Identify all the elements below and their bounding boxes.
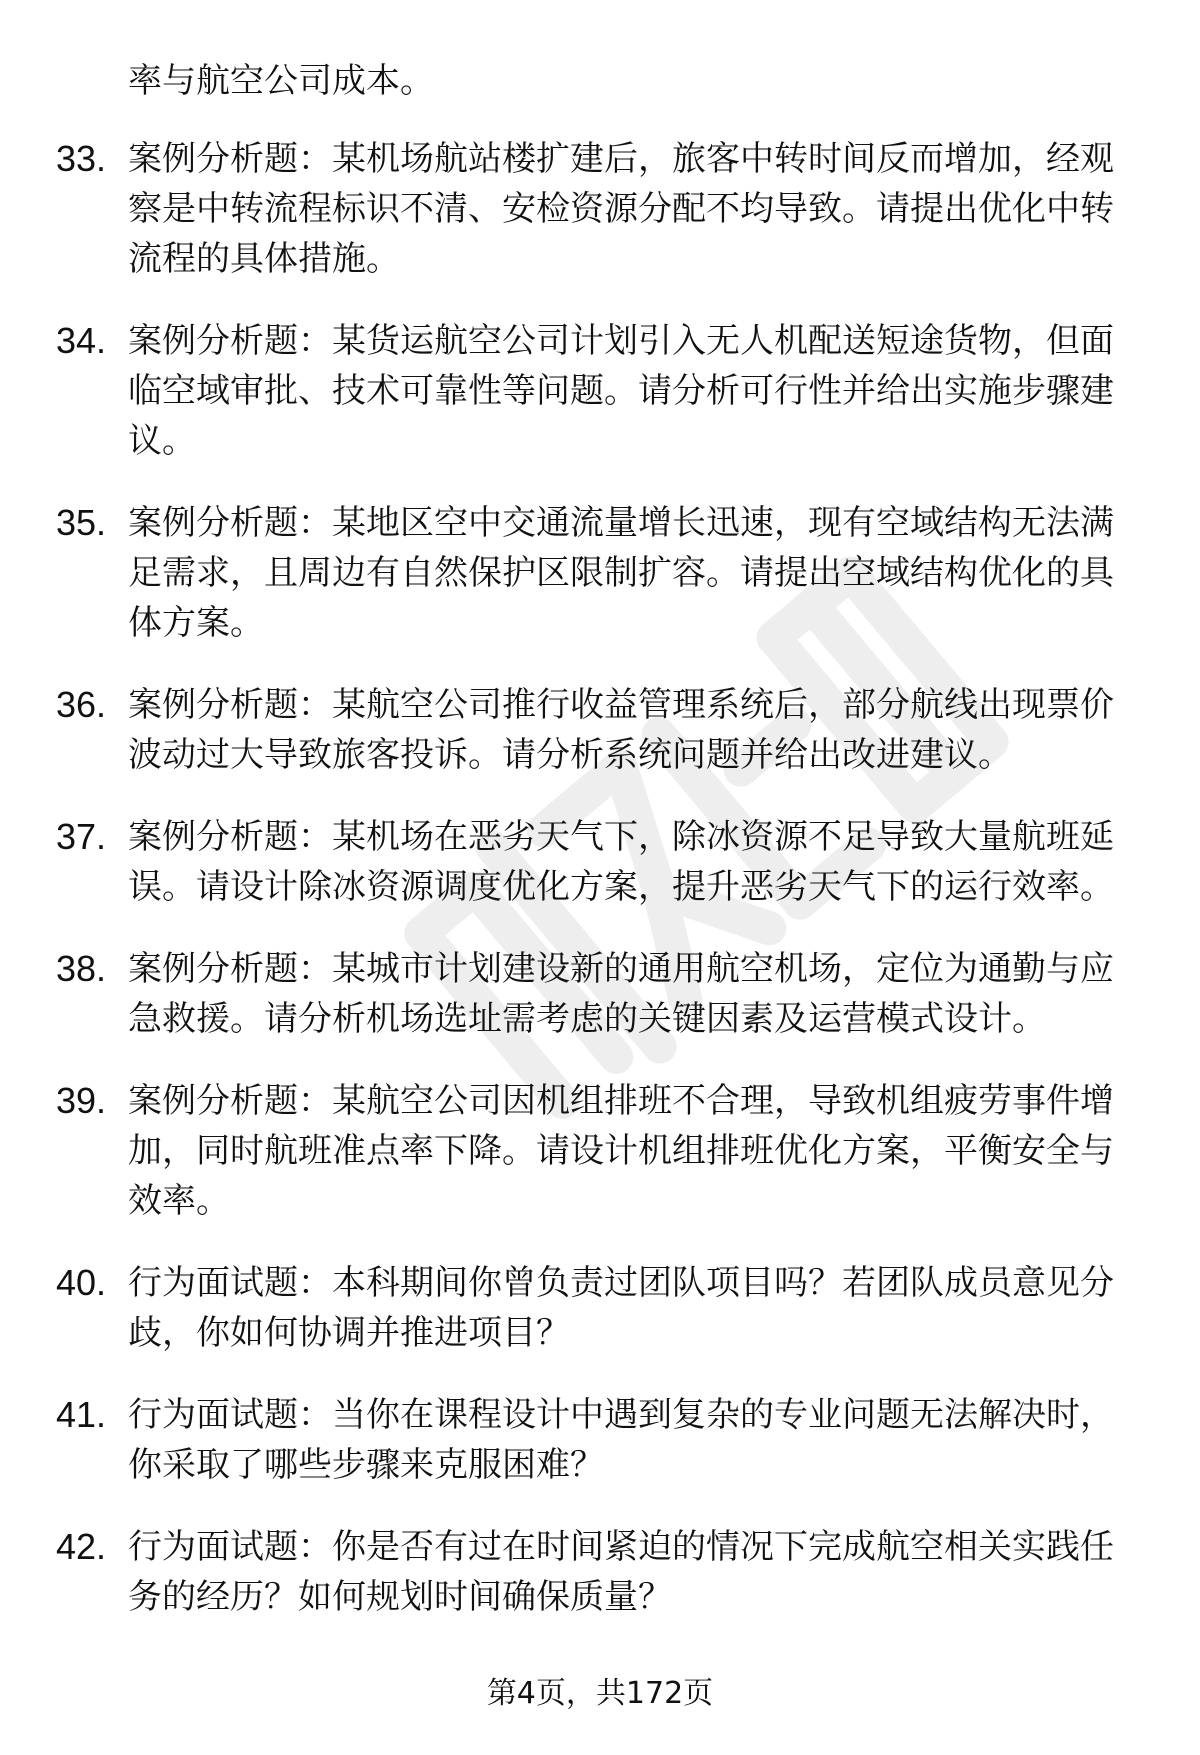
question-text: 行为面试题：当你在课程设计中遇到复杂的专业问题无法解决时，你采取了哪些步骤来克服困难？ [128,1395,1114,1485]
question-item [0,498,1200,648]
question-text: 行为面试题：本科期间你曾负责过团队项目吗？若团队成员意见分歧，你如何协调并推进项目？ [128,1263,1114,1353]
question-text: 案例分析题：某航空公司因机组排班不合理，导致机组疲劳事件增加，同时航班准点率下降。请设计机组排班优化方案，平衡安全与效率。 [128,1081,1114,1221]
question-number: 40. [55,1262,106,1303]
question-item [0,1390,1200,1490]
question-text: 案例分析题：某航空公司推行收益管理系统后，部分航线出现票价波动过大导致旅客投诉。请分析系统问题并给出改进建议。 [128,685,1114,775]
question-number: 36. [55,684,106,725]
question-item [0,1076,1200,1226]
question-list [0,134,1200,1654]
question-item [0,812,1200,912]
question-number: 34. [55,320,106,361]
question-number: 42. [55,1526,106,1567]
question-item [0,1258,1200,1358]
question-number: 37. [55,816,106,857]
question-number: 38. [55,948,106,989]
question-item [0,1522,1200,1622]
question-item [0,944,1200,1044]
question-text: 案例分析题：某机场在恶劣天气下，除冰资源不足导致大量航班延误。请设计除冰资源调度优化方案，提升恶劣天气下的运行效率。 [128,817,1114,907]
question-number: 41. [55,1394,106,1435]
question-text: 案例分析题：某机场航站楼扩建后，旅客中转时间反而增加，经观察是中转流程标识不清、安检资源分配不均导致。请提出优化中转流程的具体措施。 [128,139,1114,279]
question-number: 35. [55,502,106,543]
question-number: 33. [55,138,106,179]
question-item [0,680,1200,780]
question-item [0,316,1200,466]
question-text: 行为面试题：你是否有过在时间紧迫的情况下完成航空相关实践任务的经历？如何规划时间确保质量？ [128,1527,1114,1617]
question-item [0,134,1200,284]
question-text: 案例分析题：某货运航空公司计划引入无人机配送短途货物，但面临空域审批、技术可靠性等问题。请分析可行性并给出实施步骤建议。 [128,321,1114,461]
question-text: 案例分析题：某城市计划建设新的通用航空机场，定位为通勤与应急救援。请分析机场选址需考虑的关键因素及运营模式设计。 [128,949,1114,1039]
question-text: 案例分析题：某地区空中交通流量增长迅速，现有空域结构无法满足需求，且周边有自然保护区限制扩容。请提出空域结构优化的具体方案。 [128,503,1114,643]
continued-question-text: 率与航空公司成本。 [128,61,434,101]
page-footer: 第4页，共172页 [486,1676,714,1711]
question-number: 39. [55,1080,106,1121]
